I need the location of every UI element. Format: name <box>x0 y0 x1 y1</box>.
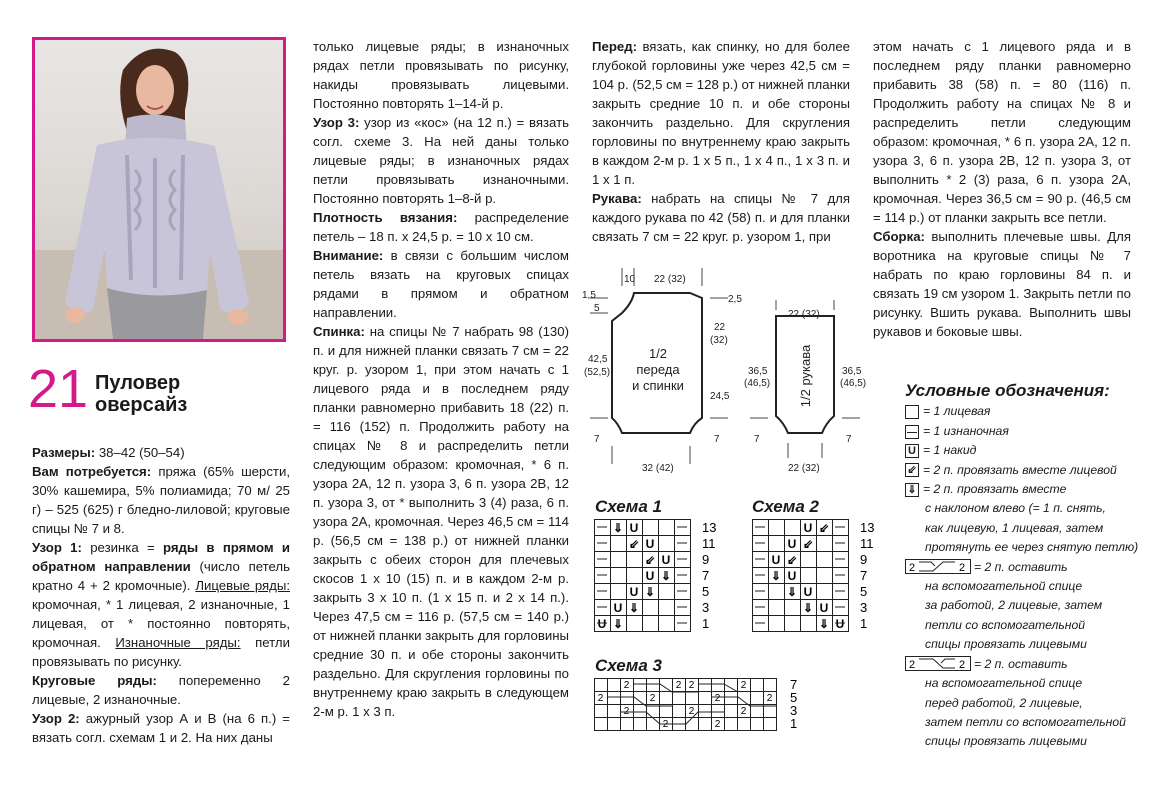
dim-24-5: 24,5 <box>710 391 730 402</box>
yarn-over-icon: U <box>905 444 919 458</box>
row-number: 7 <box>790 678 798 692</box>
stitch-mark: ⇓ <box>612 617 624 631</box>
stitch-mark: ⇙ <box>644 553 656 567</box>
sleeve-dim-bottom: 22 (32) <box>788 463 820 474</box>
row-number: 1 <box>702 616 710 631</box>
text-column-4: этом начать с 1 лицевого ряда и в последнем ряду планки равномерно прибавить 38 (58) п. = 80 (116) п. Продолжить работу на спицах № 8 и распределить петли следующим образом: кромочная, * 6 п. узора 2А, 12 п. узора 3, 6 п. узора 2В, 12 п. узора 3, от выполнить * 2 (3) раза, 6 п. узора 2А, кромочная. Через 36,5 см = 90 р. (46,5 см = 114 р.) от планки закрыть все петли. Сборка: выполнить плечевые швы. Для воротника на круговые спицы № 7 набрать по краю горловины 84 п. и связать 19 см узором 1. Закрыть петли по рисунку. Вшить рукава. Выполнить швы рукавов и боковые швы. <box>873 39 1131 339</box>
legend-title: Условные обозначения: <box>905 381 1110 400</box>
cable-two: 2 <box>740 680 747 691</box>
pattern-title-line2: оверсайз <box>95 394 188 416</box>
stitch-mark: U <box>597 617 607 631</box>
scheme1-grid <box>594 519 716 632</box>
stitch-mark: U <box>629 585 639 599</box>
scheme2-grid <box>752 519 874 632</box>
row-number: 9 <box>702 552 710 567</box>
sleeve-label: 1/2 рукава <box>798 344 813 408</box>
cable-two: 2 <box>649 693 656 704</box>
stitch-mark: ⇓ <box>644 585 656 599</box>
cable-two: 2 <box>740 706 747 717</box>
cable-two: 2 <box>714 719 721 730</box>
stitch-mark: ⇙ <box>628 537 640 551</box>
garment-schematic <box>580 268 870 478</box>
sweater-photo <box>32 37 286 342</box>
sleeve-dim-7-left: 7 <box>754 434 760 445</box>
legend-item-yarn-over: U = 1 накид <box>905 441 1145 460</box>
stitch-mark: U <box>803 521 813 535</box>
purl-symbol-icon <box>905 425 919 439</box>
stitch-mark: ⇙ <box>786 553 798 567</box>
legend: Условные обозначения: = 1 лицевая = 1 изнаночная U = 1 накид ⇙ = 2 п. провязать вместе лицевой ⇓ = 2 п. провязать вместе с наклоном влево (= 1 п. снять, как лицевую, 1 лицевая, затем протянуть ее через снятую петлю) 2 2 = 2 п. оставить на вспомогательной спице за работой, 2 лицевые, затем петли со вспомогательной спицы провязать лицевыми 2 2 = 2 п. оставить на вспомогательной спице перед работой, 2 лицевые, затем петли со вспомогательной спицы провязать лицевыми <box>905 381 1145 752</box>
stitch-mark: U <box>629 521 639 535</box>
pattern-number: 21 <box>28 359 89 419</box>
stitch-mark: U <box>661 553 671 567</box>
text-column-3: Перед: вязать, как спинку, но для более глубокой горловины уже через 42,5 см = 104 р. (52,5 см = 128 р.) от нижней планки закрыть средние 10 п. и обе стороны закончить раздельно. Для скругления горловины по внутреннему краю закрыть в каждом 2-м р. 1 x 5 п., 1 x 4 п., 1 x 3 п. и 1 x 1 п. Рукава: набрать на спицы № 7 для каждого рукава по 42 (58) п. и для планки связать 7 см = 22 круг. р. узором 1, при <box>592 39 850 244</box>
svg-text:2: 2 <box>959 659 966 672</box>
row-number: 7 <box>702 568 710 583</box>
text-column-1: Размеры: 38–42 (50–54) Вам потребуется: пряжа (65% шерсти, 30% кашемира, 5% полиамида; 70 м/ 25 г) – 525 (625) г бледно-лиловой; круговые спицы № 7 и 8. Узор 1: резинка = ряды в прямом и обратном направлении (число петель кратно 4 + 2 кромочные). Лицевые ряды: кромочная, * 1 лицевая, 2 изнаночные, 1 лицевая, от * постоянно повторять, кромочная. Изнаночные ряды: петли провязывать по рисунку. Круговые ряды: попеременно 2 лицевые, 2 изнаночные. Узор 2: ажурный узор А и В (на 6 п.) = вязать согл. схемам 1 и 2. На них даны <box>32 445 291 745</box>
svg-text:2: 2 <box>909 562 916 575</box>
sleeve-dim-7-right: 7 <box>846 434 852 445</box>
legend-item-k2tog: ⇙ = 2 п. провязать вместе лицевой <box>905 461 1145 480</box>
dim-32-42: 32 (42) <box>642 463 674 474</box>
dim-7-left: 7 <box>594 434 600 445</box>
body-label-1: 1/2 <box>648 346 668 361</box>
stitch-mark: U <box>645 537 655 551</box>
cable-front-icon <box>905 656 971 672</box>
row-number: 5 <box>790 690 798 705</box>
stitch-mark: U <box>787 537 797 551</box>
scheme2-title: Схема 2 <box>752 497 819 516</box>
sleeve-dim-36-5-right: 36,5 <box>842 366 862 377</box>
cable-two: 2 <box>688 706 695 717</box>
dim-52-5: (52,5) <box>584 367 611 378</box>
stitch-mark: U <box>835 617 845 631</box>
dim-22-32: 22 (32) <box>654 274 686 285</box>
cable-two: 2 <box>675 680 682 691</box>
scheme1-title: Схема 1 <box>595 497 662 516</box>
body-label-3: и спинки <box>632 378 684 393</box>
row-number: 3 <box>790 703 798 718</box>
legend-item-knit: = 1 лицевая <box>905 402 1145 421</box>
dim-7-right: 7 <box>714 434 720 445</box>
knit-symbol-icon <box>905 405 919 419</box>
cable-two: 2 <box>766 693 773 704</box>
cable-two: 2 <box>662 719 669 730</box>
row-number: 1 <box>790 716 798 731</box>
stitch-mark: U <box>803 585 813 599</box>
cable-two: 2 <box>623 680 630 691</box>
cable-two: 2 <box>688 680 695 691</box>
scheme3-title: Схема 3 <box>595 656 662 675</box>
legend-item-cable-back: 2 2 = 2 п. оставить <box>905 558 1145 577</box>
row-number: 9 <box>860 552 868 567</box>
k2tog-icon: ⇙ <box>905 463 919 477</box>
sleeve-dim-top: 22 (32) <box>788 309 820 320</box>
sleeve-dim-36-5-left: 36,5 <box>748 366 768 377</box>
row-number: 11 <box>702 536 716 551</box>
stitch-mark: ⇓ <box>628 601 640 615</box>
cable-two: 2 <box>597 693 604 704</box>
legend-item-cable-front: 2 2 = 2 п. оставить <box>905 655 1145 674</box>
row-number: 5 <box>702 584 710 599</box>
stitch-mark: ⇓ <box>612 521 624 535</box>
stitch-mark: U <box>787 569 797 583</box>
row-number: 3 <box>702 600 710 615</box>
cable-back-icon <box>905 559 971 575</box>
row-number: 1 <box>860 616 868 631</box>
body-label-2: переда <box>636 362 680 377</box>
row-number: 13 <box>860 520 875 535</box>
row-number: 13 <box>702 520 717 535</box>
legend-item-purl: = 1 изнаночная <box>905 422 1145 441</box>
cable-two: 2 <box>714 693 721 704</box>
row-number: 11 <box>860 536 874 551</box>
scheme3-grid <box>594 678 814 744</box>
ssk-icon: ⇓ <box>905 483 919 497</box>
dim-10: 10 <box>624 274 636 285</box>
dim-1-5: 1,5 <box>582 290 596 301</box>
dim-32: (32) <box>710 335 728 346</box>
dim-2-5: 2,5 <box>728 294 742 305</box>
stitch-mark: ⇓ <box>786 585 798 599</box>
stitch-mark: U <box>819 601 829 615</box>
legend-item-ssk: ⇓ = 2 п. провязать вместе <box>905 480 1145 499</box>
cable-two: 2 <box>623 706 630 717</box>
dim-22: 22 <box>714 322 726 333</box>
stitch-mark: ⇓ <box>660 569 672 583</box>
row-number: 7 <box>860 568 868 583</box>
pattern-title-line1: Пуловер <box>95 372 181 394</box>
stitch-mark: U <box>771 553 781 567</box>
schemes-1-2 <box>594 519 889 637</box>
model-photo-illustration <box>35 40 283 339</box>
stitch-mark: U <box>613 601 623 615</box>
text-column-2: только лицевые ряды; в изнаночных рядах петли провязывать по рисунку, накиды провязывать лицевыми. Постоянно повторять 1–14-й р. Узор 3: узор из «кос» (на 12 п.) = вязать согл. схеме 3. На ней даны только лицевые ряды; в изнаночных рядах петли провязывать изнаночными. Постоянно повторять 1–8-й р. Плотность вязания: распределение петель – 18 п. x 24,5 р. = 10 x 10 см. Внимание: в связи с большим числом петель вязать на круговых спицах рядами в прямом и обратном направлении. Спинка: на спицы № 7 набрать 98 (130) п. и для нижней планки связать 7 см = 22 круг. р. узором 1, при этом начать с 1 лицевого ряда и в последнем ряду планки равномерно прибавить 18 (22) п. = 116 (152) п. Продолжить работу на спицах № 8 и распределить петли следующим образом: кромочная, * 6 п. узора 2А, 12 п. узора 3, 6 п. узора 2В, 12 п. узора 3, от * выполнить 3 (4) раза, 6 п. узора 2А, кромочная. Через 46,5 см = 114 р. (56,5 см = 138 р.) от нижней планки закрыть с обеих сторон для плечевых скосов 1 x 10 (15) п. и в каждом 2-м р. закрыть 3 x 10 п. (1 x 15 п. и 2 x 14 п.). Через 47,5 см = 116 р. (57,5 см = 140 р.) от нижней планки закрыть для горловины средние 30 п. и обе стороны закончить раздельно. Для скругления горловины по внутреннему краю закрыть в следующем 2-м р. 1 x 3 п. <box>313 39 569 719</box>
stitch-mark: ⇓ <box>818 617 830 631</box>
row-number: 3 <box>860 600 868 615</box>
stitch-mark: ⇓ <box>802 601 814 615</box>
pattern-title <box>95 372 275 416</box>
row-number: 5 <box>860 584 868 599</box>
stitch-mark: ⇙ <box>818 521 830 535</box>
sleeve-dim-46-5-right: (46,5) <box>840 378 867 389</box>
stitch-mark: ⇙ <box>802 537 814 551</box>
sleeve-dim-46-5-left: (46,5) <box>744 378 771 389</box>
dim-42-5: 42,5 <box>588 354 608 365</box>
dim-5: 5 <box>594 303 600 314</box>
svg-text:2: 2 <box>959 562 966 575</box>
svg-text:2: 2 <box>909 659 916 672</box>
stitch-mark: ⇓ <box>770 569 782 583</box>
stitch-mark: U <box>645 569 655 583</box>
